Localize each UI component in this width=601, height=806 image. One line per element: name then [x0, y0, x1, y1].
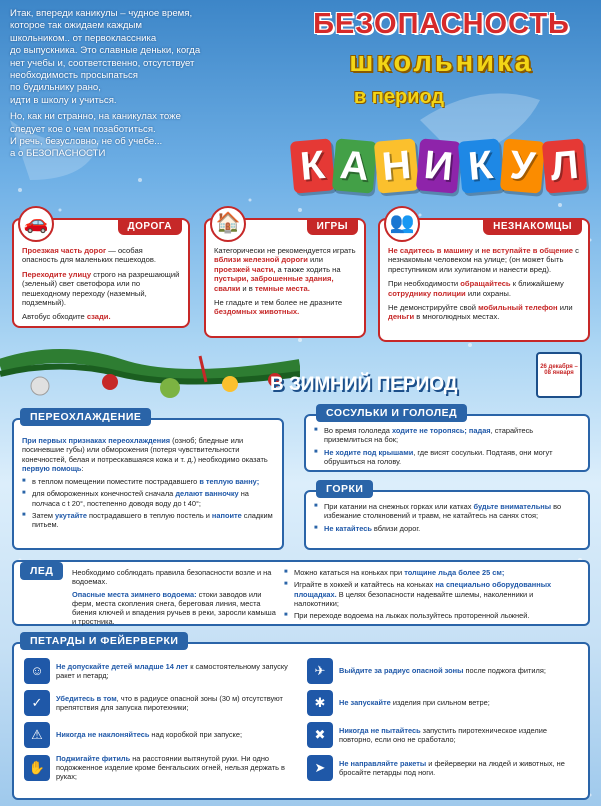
- fireworks-item: [307, 754, 578, 782]
- fireworks-item-text: [339, 698, 490, 707]
- fireworks-item: [24, 754, 295, 782]
- text: сладким питьем.: [32, 511, 273, 530]
- text: При катании на снежных горках или катках: [324, 502, 474, 511]
- winter-period-heading: В ЗИМНИЙ ПЕРИОД: [270, 374, 458, 395]
- card-games: [204, 212, 366, 338]
- box-fireworks: [12, 642, 590, 800]
- list-item: [314, 448, 580, 467]
- intro-line: а о БЕЗОПАСНОСТИ: [10, 148, 106, 160]
- fireworks-item: [24, 722, 295, 748]
- fireworks-item-text: [56, 662, 295, 680]
- text: стоки заводов или ферм, места скопления снега, береговая линия, места биения ключей и впадения ручьев в реки, заросли камыша и тростника.: [72, 589, 276, 627]
- text-bold: обращайтесь: [460, 279, 511, 289]
- text-bold: первую помощь: [22, 463, 82, 473]
- text: (озноб; бледные или посиневшие губы) или обморожения (потеря чувствительности конечностей, белая и потрескавшаяся кожа и т. д.) необходимо оказать: [22, 436, 268, 464]
- fireworks-list: [24, 658, 578, 782]
- title-letter: К: [458, 138, 503, 193]
- text: для обмороженных конечностей сначала: [32, 489, 176, 499]
- box-hills: [304, 490, 590, 550]
- text-bold: Проезжая часть дорог: [22, 246, 107, 255]
- text: и фейерверки на людей и животных, не бросайте петарды под ноги.: [339, 758, 565, 777]
- text: после поджога фитиля;: [463, 666, 546, 676]
- text-bold: ходите не торопясь; падая: [391, 426, 491, 435]
- text-bold: напоите: [211, 511, 242, 521]
- text-bold: проезжей части,: [214, 264, 276, 274]
- box-icicles-heading: СОСУЛЬКИ И ГОЛОЛЕД: [316, 404, 467, 422]
- list-item: [284, 611, 580, 620]
- text-bold: не вступайте в общение: [481, 246, 573, 255]
- text: к самостоятельному запуску ракет и петард;: [56, 661, 288, 680]
- fireworks-item: [24, 658, 295, 684]
- title-letter: А: [332, 138, 377, 193]
- title-period: в период: [353, 86, 445, 108]
- box-lake-ice-heading: ЛЕД: [20, 562, 63, 580]
- text: При необходимости: [388, 279, 461, 289]
- fireworks-rule-icon: ☺: [24, 658, 50, 684]
- text: В целях безопасности надевайте шлемы, наколенники и налокотники;: [294, 589, 534, 608]
- calendar-dates: 26 декабря – 08 января: [540, 364, 578, 376]
- text-bold: будьте внимательны: [473, 502, 552, 511]
- text: в теплом помещении поместите пострадавшего: [32, 477, 200, 487]
- text: Автобус обходите: [22, 312, 87, 322]
- text-bold: вблизи железной дороги: [214, 255, 308, 265]
- intro-line: нет учебы и, соответственно, отсутствует: [10, 57, 195, 69]
- text: над коробкой при запуске;: [149, 730, 243, 740]
- intro-line: Но, как ни странно, на каникулах тоже: [10, 111, 181, 123]
- text: :: [81, 463, 84, 473]
- text-bold: бездомных животных.: [214, 307, 300, 317]
- text: к ближайшему: [510, 279, 564, 289]
- text: на полчаса с t 20°, постепенно доводя воду до t 40°;: [32, 489, 249, 508]
- calendar-icon: [536, 352, 582, 398]
- text-bold: сзади.: [86, 312, 111, 322]
- intro-line: следует кое о чем позаботиться.: [10, 123, 156, 135]
- intro-line: школьником.. от первоклассника: [10, 32, 157, 44]
- playground-icon: 🏠: [210, 206, 246, 242]
- intro-line: идти в школу и учиться.: [10, 94, 117, 106]
- title-letter: У: [500, 138, 545, 193]
- text-bold: в теплую ванну;: [199, 477, 260, 487]
- intro-text: [10, 8, 272, 165]
- title-letter: Л: [542, 138, 587, 193]
- stranger-icon: 👥: [384, 206, 420, 242]
- list-item: [314, 524, 580, 533]
- fireworks-rule-icon: ✖: [307, 722, 333, 748]
- christmas-garland-image: [0, 336, 300, 406]
- fireworks-item-text: [339, 759, 578, 777]
- text-bold: Выйдите за радиус опасной зоны: [339, 666, 464, 676]
- fireworks-rule-icon: ✋: [24, 755, 50, 781]
- title-schoolchild: школьника: [349, 46, 534, 78]
- box-hypothermia: [12, 418, 284, 550]
- list-item: [284, 580, 580, 608]
- text: в многолюдных местах.: [414, 312, 500, 322]
- title-letter: К: [290, 138, 335, 193]
- text-bold: деньги: [388, 312, 415, 322]
- text: Играйте в хоккей и катайтесь на коньках: [294, 580, 436, 590]
- list-item: [284, 568, 580, 577]
- box-fireworks-heading: ПЕТАРДЫ И ФЕЙЕРВЕРКИ: [20, 632, 188, 650]
- text-bold: Не запускайте: [339, 698, 391, 708]
- fireworks-item-text: [56, 754, 295, 782]
- text: строго на разрешающий (зеленый) свет светофора или по пешеходному переходу (наземный, подземный).: [22, 269, 180, 308]
- text-bold: Никогда не наклоняйтесь: [56, 730, 150, 740]
- fireworks-item: [307, 722, 578, 748]
- list-item: [314, 502, 580, 521]
- text-bold: Не садитесь в машину: [388, 246, 474, 255]
- card-road: [12, 212, 190, 328]
- text-bold: на специально оборудованных площадках.: [294, 580, 552, 599]
- fireworks-item: [307, 658, 578, 684]
- text: , старайтесь приземлиться на бок;: [324, 426, 534, 445]
- title-letter: И: [416, 138, 461, 193]
- text-bold: Не допускайте детей младше 14 лет: [56, 661, 189, 671]
- text-bold: Убедитесь в том: [56, 693, 117, 703]
- text: а также ходить на: [275, 264, 341, 274]
- intro-line: И речь, безусловно, не об учебе...: [10, 136, 163, 148]
- text: Необходимо соблюдать правила безопасности возле и на водоемах.: [72, 568, 272, 587]
- text-bold: темные места.: [254, 283, 310, 293]
- box-hills-heading: ГОРКИ: [316, 480, 373, 498]
- text-bold: Переходите улицу: [22, 269, 92, 279]
- box-hypothermia-heading: ПЕРЕОХЛАЖДЕНИЕ: [20, 408, 151, 426]
- text-bold: толщине льда более 25 см;: [404, 568, 505, 577]
- intro-line: которое так ожидаем каждым: [10, 20, 142, 32]
- list-item: [22, 489, 274, 508]
- lake-ice-right: [284, 568, 580, 621]
- text: Можно кататься на коньках при: [294, 568, 405, 577]
- text: и в: [240, 283, 255, 293]
- text-bold: мобильный телефон: [478, 303, 558, 313]
- title-safety: БЕЗОПАСНОСТЬ: [313, 8, 570, 40]
- card-road-label: ДОРОГА: [118, 218, 182, 235]
- text: пострадавшего в теплую постель и: [86, 511, 212, 521]
- text-bold: укутайте: [54, 511, 87, 521]
- fireworks-item: [307, 690, 578, 716]
- fireworks-item-text: [56, 730, 242, 739]
- text: , что в радиусе опасной зоны (30 м) отсутствуют препятствия для запуска пиротехники;: [56, 693, 283, 712]
- text: Затем: [32, 511, 55, 521]
- list-item: [22, 477, 274, 486]
- text: вблизи дорог.: [371, 523, 421, 533]
- text-bold: Никогда не пытайтесь: [339, 725, 421, 735]
- card-games-label: ИГРЫ: [307, 218, 358, 235]
- text: или охраны.: [465, 288, 511, 298]
- intro-line: до выпускника. Это славные деньки, когда: [10, 45, 201, 57]
- text: При переходе водоема на лыжах пользуйтесь проторенной лыжней.: [294, 611, 530, 621]
- text: с незнакомым человеком на улице; (он может быть преступником или хулиганом и нанести вред).: [388, 246, 579, 274]
- fireworks-rule-icon: ⚠: [24, 722, 50, 748]
- intro-line: необходимость просыпаться: [10, 70, 138, 82]
- text: и: [473, 246, 482, 255]
- title-letter: Н: [374, 138, 419, 193]
- list-item: [314, 426, 580, 445]
- fireworks-item-text: [56, 694, 295, 712]
- card-strangers: [378, 212, 590, 342]
- box-lake-ice: [12, 560, 590, 626]
- text: или: [307, 255, 323, 265]
- fireworks-rule-icon: ✓: [24, 690, 50, 716]
- text-bold: Поджигайте фитиль: [56, 754, 131, 763]
- text: изделия при сильном ветре;: [390, 698, 490, 708]
- fireworks-item-text: [339, 726, 578, 744]
- text: Категорически не рекомендуется играть: [214, 246, 356, 255]
- text-bold: пустыри, заброшенные здания, свалки: [214, 274, 334, 293]
- text-bold: Не катайтесь: [324, 523, 372, 533]
- text: или: [557, 303, 573, 313]
- text: на расстоянии вытянутой руки. Ни одно подожженное изделие кроме бенгальских огней, нельзя держать в руках;: [56, 754, 285, 782]
- title-holidays: [292, 140, 586, 200]
- list-item: [22, 511, 274, 530]
- text: Во время гололеда: [324, 426, 392, 435]
- text: во избежание столкновений и травм, не катайтесь на санях стоя;: [324, 502, 562, 521]
- fireworks-rule-icon: ✱: [307, 690, 333, 716]
- text: Не демонстрируйте свой: [388, 303, 479, 313]
- fireworks-rule-icon: ✈: [307, 658, 333, 684]
- car-icon: 🚗: [18, 206, 54, 242]
- card-strangers-label: НЕЗНАКОМЦЫ: [483, 218, 582, 235]
- text-bold: Не ходите под крышами: [324, 447, 414, 457]
- fireworks-rule-icon: ➤: [307, 755, 333, 781]
- text: запустить пиротехническое изделие повторно, если оно не сработало;: [339, 725, 547, 744]
- text-bold: При первых признаках переохлаждения: [22, 436, 171, 445]
- text-bold: Опасные места зимнего водоема:: [72, 589, 197, 599]
- intro-line: по будильнику рано,: [10, 82, 101, 94]
- fireworks-item: [24, 690, 295, 716]
- text-bold: сотруднику полиции: [388, 288, 466, 298]
- text-bold: делают ванночку: [175, 489, 239, 499]
- intro-line: Итак, впереди каникулы – чудное время,: [10, 8, 193, 19]
- text-bold: Не направляйте ракеты: [339, 758, 427, 768]
- text: — особая опасность для маленьких пешеходов.: [22, 246, 156, 265]
- text: Не гладьте и тем более не дразните: [214, 298, 343, 308]
- box-icicles: [304, 414, 590, 472]
- text: , где висят сосульки. Подтаяв, они могут обрушиться на голову.: [324, 447, 553, 466]
- fireworks-item-text: [339, 666, 546, 675]
